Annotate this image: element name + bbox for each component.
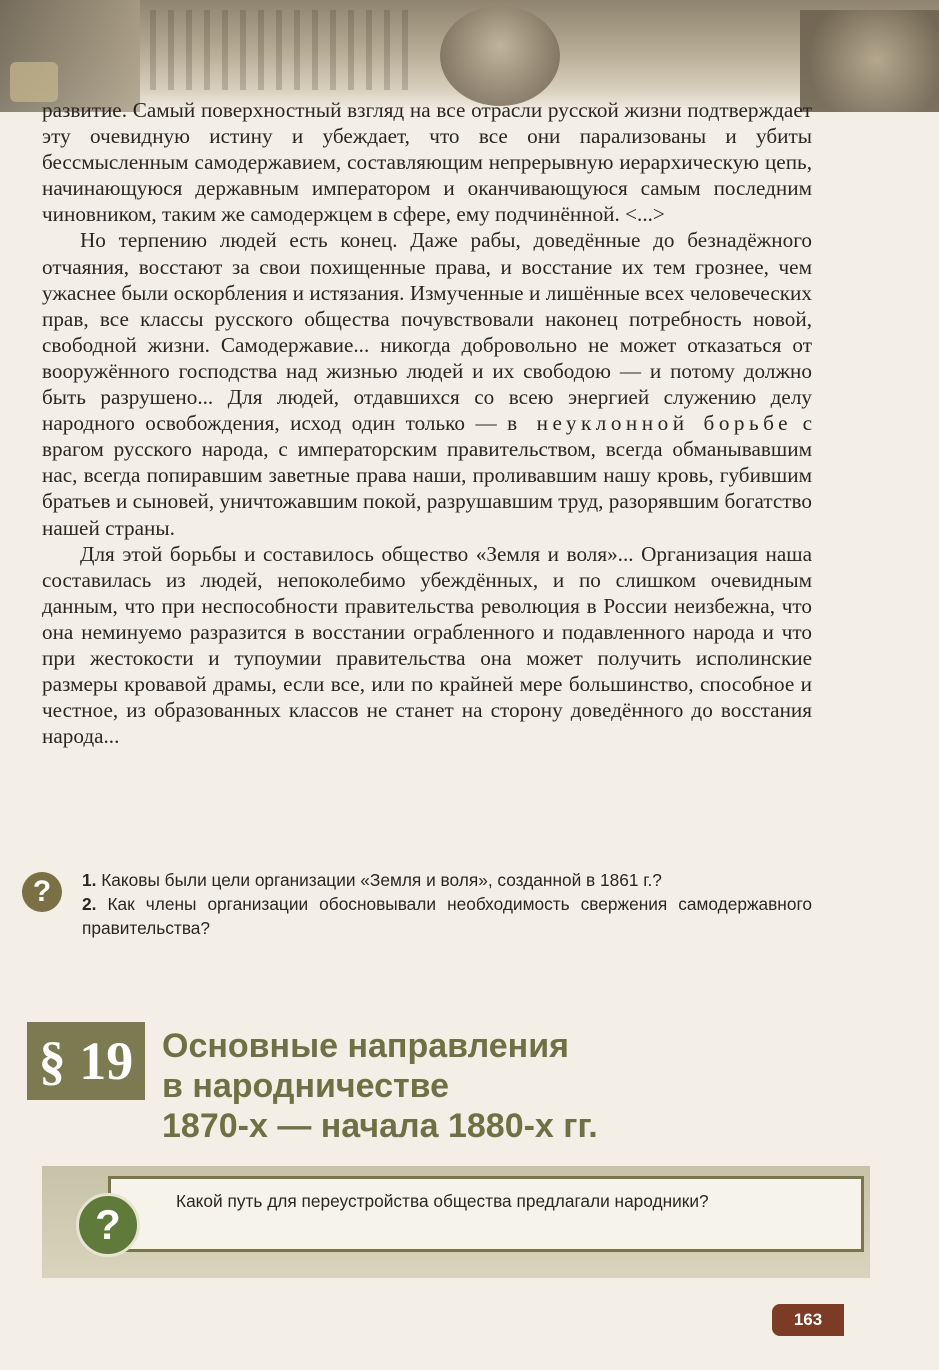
- excerpt-paragraph-2: Но терпению людей есть конец. Даже рабы, доведённые до безнадёжного отчаяния, восстают за свои похищенные права, и восстание их тем грознее, чем ужаснее были оскорбления и истязания. Измученные и лишённые всех человеческих прав, все классы русского общества почувствовали наконец потребность новой, свободной жизни. Самодержавие... никогда добровольно не может отказаться от вооружённого господства над жизнью людей и их свободою — и потому должно быть разрушено... Для людей, отдавшихся со всею энергией служению делу народного освобождения, исход один только — в неуклонной борьбе с врагом русского народа, с императорским правительством, всегда обманывавшим нас, всегда попиравшим заветные права наши, проливавшим нашу кровь, губившим братьев и сыновей, уничтожавшим покой, разрушавшим труд, разорявшим богатство нашей страны.: [42, 228, 813, 540]
- banner-portrait-center: [440, 6, 560, 106]
- document-excerpt: [42, 97, 812, 749]
- intro-question-panel: [108, 1176, 864, 1252]
- intro-question-text: Какой путь для переустройства общества предлагали народники?: [176, 1191, 709, 1211]
- excerpt-paragraph-3: Для этой борьбы и составилось общество «Земля и воля»... Организация наша составилась из людей, непоколебимо убеждённых, и по слишком очевидным данным, что при неспособности правительства революция в России неизбежна, что она неминуемо разразится в восстании ограбленного и подавленного народа и что при жестокости и тупоумии правительства она может получить исполинские размеры кровавой драмы, если все, или по крайней мере большинство, способное и честное, из образованных классов не станет на сторону доведённого до восстания народа...: [42, 541, 812, 749]
- spaced-emphasis: в неуклонной борьбе: [507, 411, 793, 436]
- question-item: 1. Каковы были цели организации «Земля и воля», созданной в 1861 г.?: [82, 870, 662, 890]
- question-list: [82, 868, 812, 940]
- section-title: Основные направления в народничестве 1870-х — начала 1880-х гг.: [162, 1027, 598, 1145]
- header-banner-illustration: [0, 0, 939, 112]
- excerpt-paragraph-1: развитие. Самый поверхностный взгляд на все отрасли русской жизни подтверждает эту очевидную истину и убеждает, что все они парализованы и убиты бессмысленным самодержавием, составляющим непрерывную иерархическую цепь, начинающуюся державным императором и оканчивающуюся самым последним чиновником, таким же самодержцем в сфере, ему подчинённой. <...>: [42, 98, 812, 227]
- section-number-badge: § 19: [27, 1022, 145, 1100]
- question-mark-icon: ?: [22, 872, 62, 912]
- page-number: 163: [772, 1304, 844, 1336]
- banner-portrait-right: [800, 10, 939, 112]
- banner-crowd-image: [150, 10, 410, 90]
- intro-question-box: [42, 1166, 870, 1278]
- banner-medal-image: [10, 62, 58, 102]
- review-questions: [22, 868, 812, 978]
- question-mark-icon: ?: [76, 1193, 140, 1257]
- question-item: 2. Как члены организации обосновывали необходимость свержения самодержавного правительства?: [82, 894, 812, 938]
